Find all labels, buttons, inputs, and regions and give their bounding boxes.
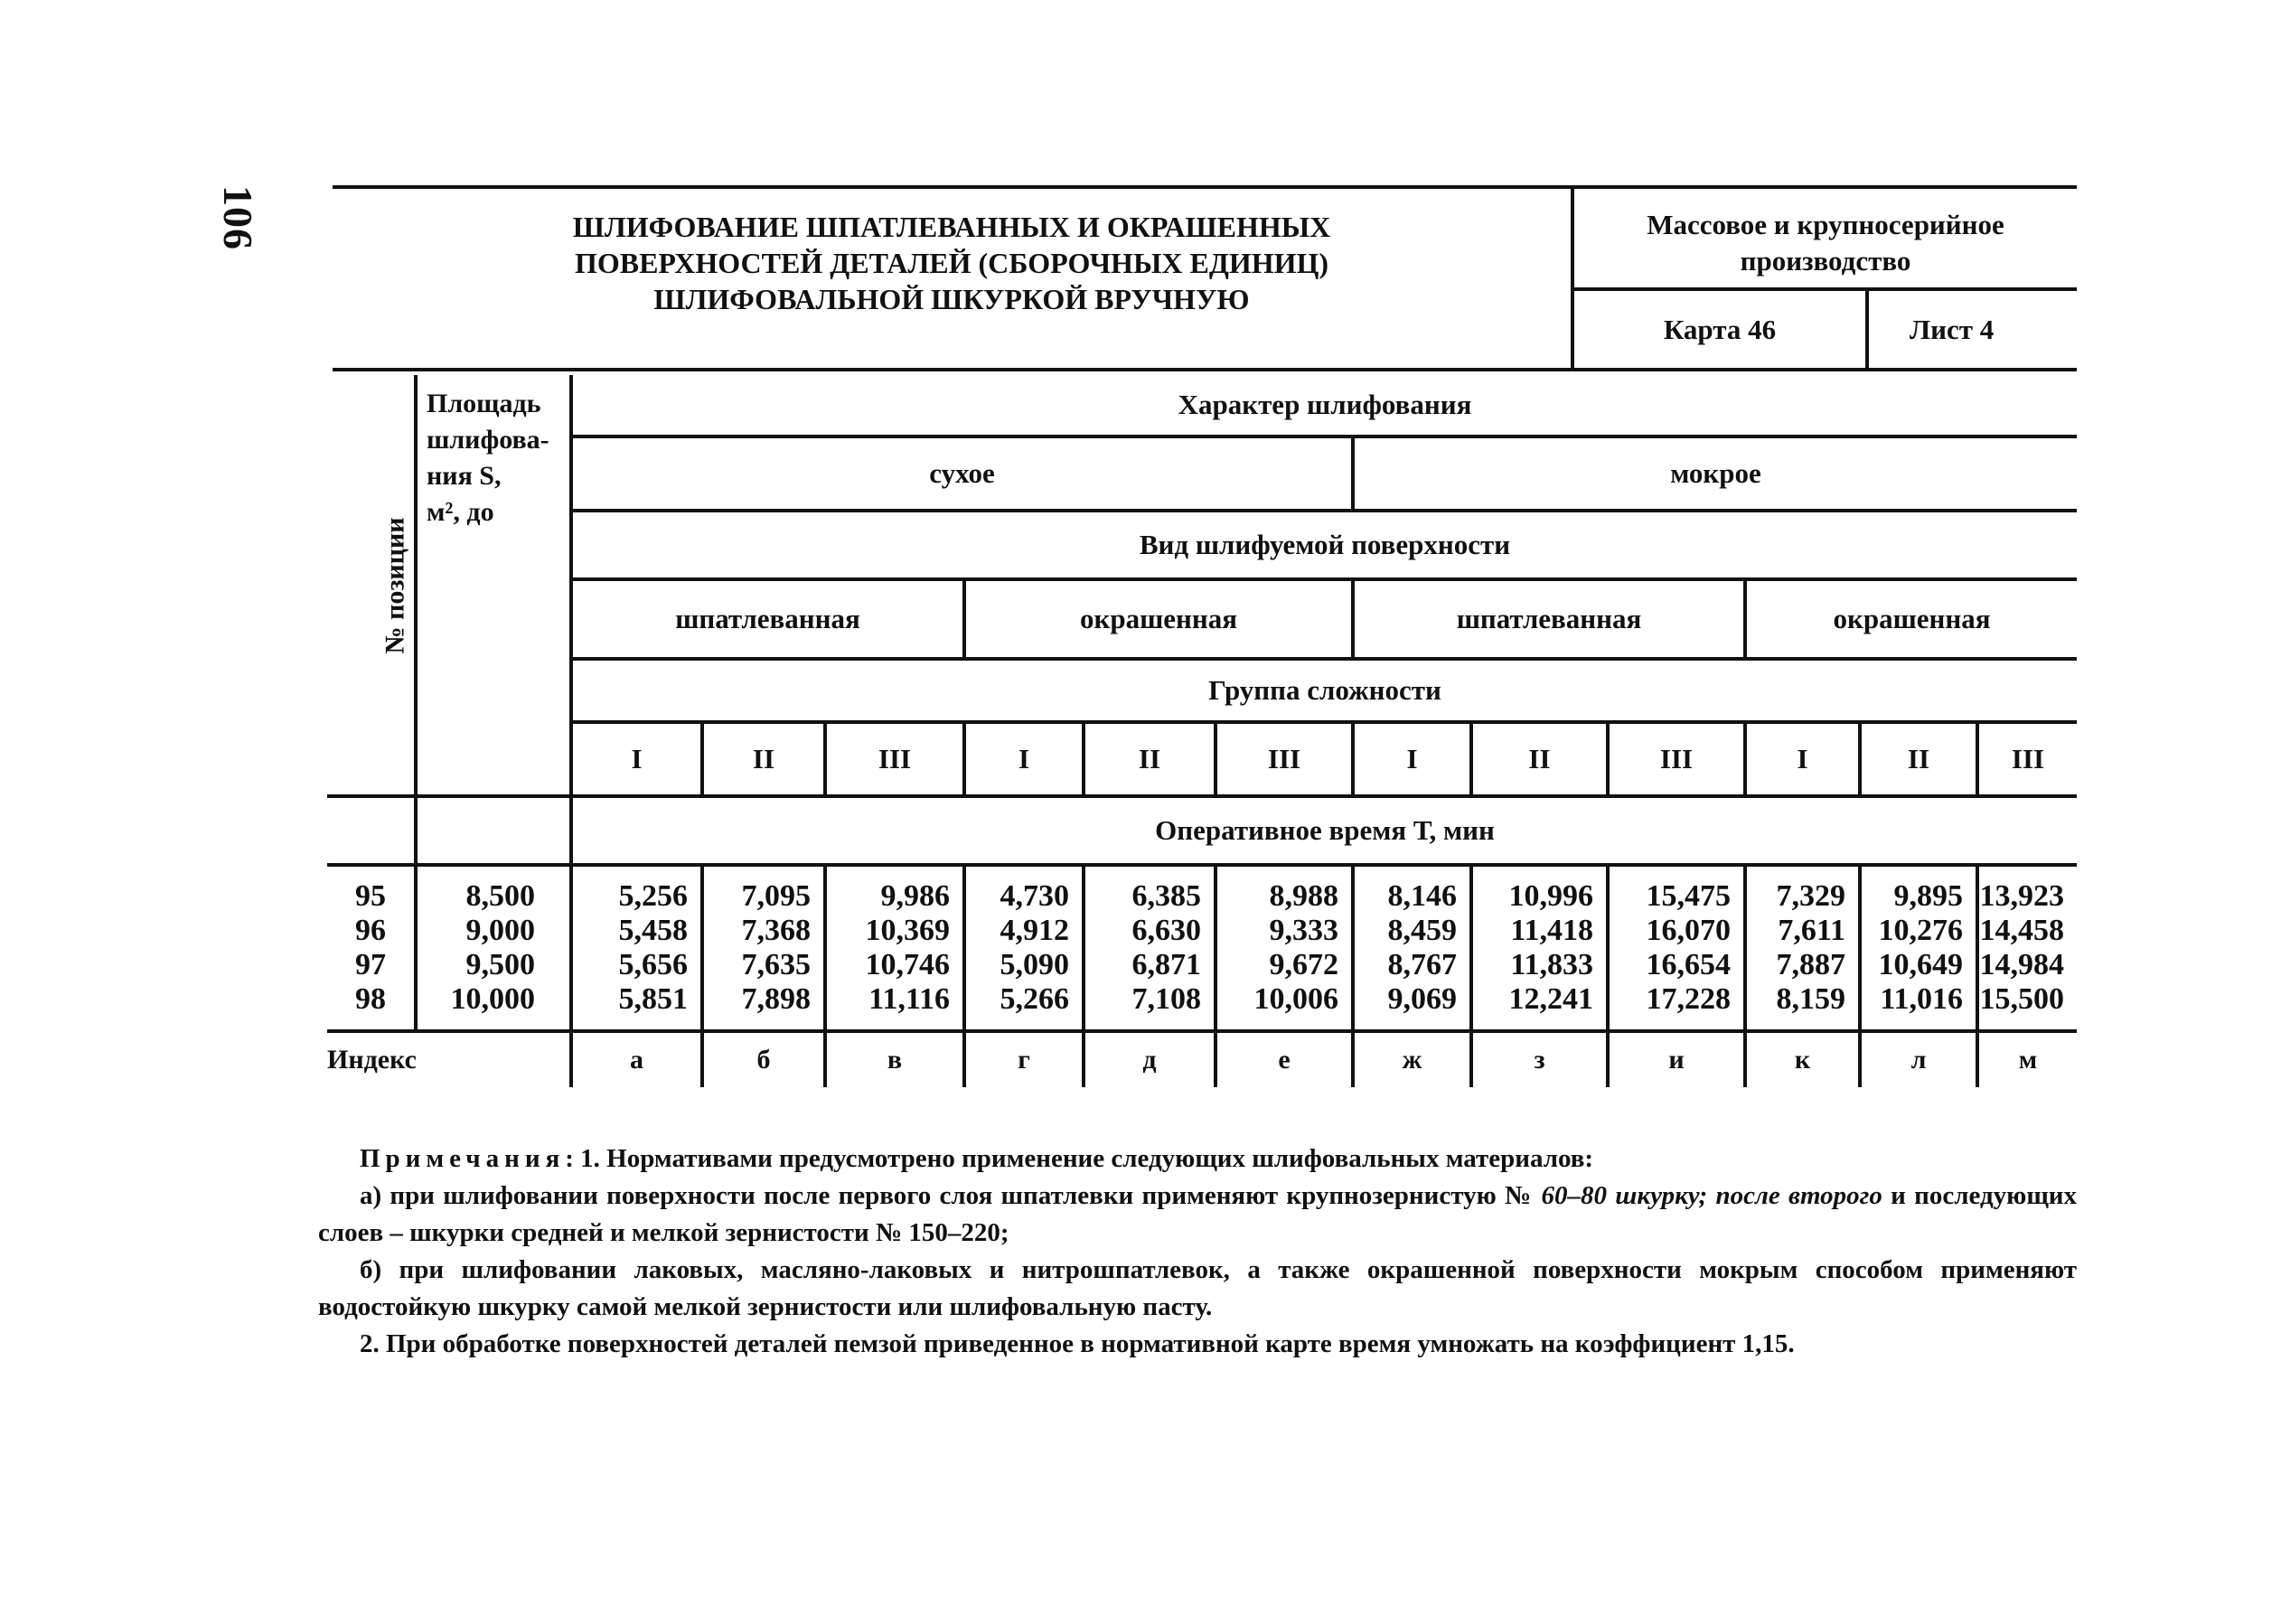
header-meta [1571,189,2077,368]
note-2: 2. При обработке поверхностей деталей пемзой приведенное в нормативной карте время умножать на коэффициент 1,15. [360,1329,1795,1358]
time-value-cell: 10,276 [1860,914,1977,948]
time-value-cell: 6,871 [1084,948,1216,982]
time-value-cell: 8,459 [1353,914,1471,948]
production-line: Массовое и крупносерийное [1647,209,2004,240]
production-line: производство [1740,245,1911,277]
note-text: а) при шлифовании поверхности после первого слоя шпатлевки применяют крупнозернистую № [360,1181,1542,1210]
area-cell: 9,000 [416,914,571,948]
title-line: ШЛИФОВАНИЕ ШПАТЛЕВАННЫХ И ОКРАШЕННЫХ [572,211,1331,243]
index-label: Индекс [327,1045,417,1075]
card-sheet-row [1574,291,2077,368]
mode-dry: сухое [571,437,1353,511]
time-value-cell: 16,654 [1608,948,1745,982]
area-header-line: м², до [427,497,494,527]
time-value-cell: 8,767 [1353,948,1471,982]
time-value-cell: 9,986 [825,865,964,914]
time-value-cell: 5,851 [571,982,702,1031]
production-type [1574,189,2077,291]
time-value-cell: 14,458 [1977,914,2077,948]
complexity-group: III [825,722,964,796]
time-value-cell: 7,887 [1745,948,1860,982]
time-value-cell: 5,458 [571,914,702,948]
time-value-cell: 14,984 [1977,948,2077,982]
table-row [327,948,2077,982]
time-value-cell: 10,369 [825,914,964,948]
position-column-header [327,375,416,796]
complexity-group: II [702,722,825,796]
time-value-cell: 7,095 [702,865,825,914]
document-title [333,189,1571,368]
time-value-cell: 6,385 [1084,865,1216,914]
notes-section [318,1141,2077,1363]
surface-type: окрашенная [964,579,1353,659]
index-row [327,1031,2077,1087]
card-number: Карта 46 [1574,291,1869,368]
surface-type: шпатлеванная [1353,579,1745,659]
time-value-cell: 10,006 [1216,982,1353,1031]
complexity-group: I [571,722,702,796]
time-value-cell: 7,108 [1084,982,1216,1031]
time-value-cell: 10,746 [825,948,964,982]
time-value-cell: 16,070 [1608,914,1745,948]
area-cell: 9,500 [416,948,571,982]
note-text: и последующих слоев – шкурки средней и мелкой зернистости № 150–220; [318,1181,2078,1247]
index-letter: г [964,1031,1084,1087]
index-letter: б [702,1031,825,1087]
position-header-label: № позиции [380,517,410,654]
index-letter: а [571,1031,702,1087]
area-cell: 10,000 [416,982,571,1031]
time-value-cell: 9,333 [1216,914,1353,948]
time-header-stub [416,796,571,865]
time-value-cell: 7,898 [702,982,825,1031]
area-cell: 8,500 [416,865,571,914]
complexity-header: Группа сложности [571,659,2077,722]
table-row [327,865,2077,914]
surface-type: шпатлеванная [571,579,964,659]
index-letter: в [825,1031,964,1087]
index-spacer [416,1031,571,1087]
complexity-group: II [1471,722,1608,796]
complexity-group: I [1353,722,1471,796]
mode-wet: мокрое [1353,437,2077,511]
time-value-cell: 4,730 [964,865,1084,914]
index-letter: м [1977,1031,2077,1087]
title-line: ШЛИФОВАЛЬНОЙ ШКУРКОЙ ВРУЧНУЮ [653,283,1250,315]
position-cell: 98 [327,982,416,1031]
time-value-cell: 5,656 [571,948,702,982]
time-value-cell: 10,649 [1860,948,1977,982]
data-rows [327,865,2077,1031]
time-value-cell: 10,996 [1471,865,1608,914]
time-value-cell: 9,069 [1353,982,1471,1031]
position-cell: 95 [355,879,386,913]
note-text-italic: 60–80 шкурку; после второго [1541,1181,1882,1210]
time-value-cell: 11,418 [1471,914,1608,948]
time-value-cell: 9,895 [1860,865,1977,914]
area-column-header [416,375,571,796]
area-header-line: Площадь [427,389,541,418]
area-header-line: шлифова- [427,425,549,455]
title-line: ПОВЕРХНОСТЕЙ ДЕТАЛЕЙ (СБОРОЧНЫХ ЕДИНИЦ) [574,247,1329,279]
page-number: 106 [215,185,261,250]
complexity-group: I [1745,722,1860,796]
complexity-group: III [1216,722,1353,796]
note-intro [318,1141,2077,1178]
area-header-line: ния S, [427,461,502,491]
surface-type-header: Вид шлифуемой поверхности [571,511,2077,579]
index-letter: ж [1353,1031,1471,1087]
complexity-group: III [1608,722,1745,796]
surface-type: окрашенная [1745,579,2077,659]
time-value-cell: 5,256 [571,865,702,914]
table-row [327,914,2077,948]
norms-table [327,375,2077,1087]
operating-time-header: Оперативное время Т, мин [571,796,2077,865]
time-value-cell: 8,159 [1745,982,1860,1031]
notes-heading: Примечания [360,1144,566,1173]
table-row [327,982,2077,1031]
complexity-group: III [1977,722,2077,796]
time-value-cell: 7,635 [702,948,825,982]
time-value-cell: 13,923 [1977,865,2077,914]
time-value-cell: 11,833 [1471,948,1608,982]
time-value-cell: 7,611 [1745,914,1860,948]
time-value-cell: 17,228 [1608,982,1745,1031]
time-value-cell: 9,672 [1216,948,1353,982]
index-letter: з [1471,1031,1608,1087]
time-value-cell: 6,630 [1084,914,1216,948]
complexity-group: II [1084,722,1216,796]
note-text: : 1. Нормативами предусмотрено применение следующих шлифовальных материалов: [565,1144,1594,1173]
index-letter: и [1608,1031,1745,1087]
time-value-cell: 11,116 [825,982,964,1031]
time-value-cell: 12,241 [1471,982,1608,1031]
grinding-character-header: Характер шлифования [571,375,2077,437]
position-cell: 96 [355,914,386,947]
index-letter: е [1216,1031,1353,1087]
time-value-cell: 8,988 [1216,865,1353,914]
note-b: б) при шлифовании лаковых, масляно-лаковых и нитрошпатлевок, а также окрашенной поверхности мокрым способом применяют водостойкую шкурку самой мелкой зернистости или шлифовальную пасту. [318,1255,2077,1321]
time-header-stub [327,796,416,865]
complexity-group: I [964,722,1084,796]
time-value-cell: 15,475 [1608,865,1745,914]
time-value-cell: 5,266 [964,982,1084,1031]
time-value-cell: 7,329 [1745,865,1860,914]
time-value-cell: 7,368 [702,914,825,948]
time-value-cell: 8,146 [1353,865,1471,914]
time-value-cell: 5,090 [964,948,1084,982]
index-letter: д [1084,1031,1216,1087]
index-letter: л [1860,1031,1977,1087]
complexity-group: II [1860,722,1977,796]
time-value-cell: 4,912 [964,914,1084,948]
card-header [333,185,2077,371]
sheet-number: Лист 4 [1910,313,1995,345]
note-a [318,1178,2077,1252]
time-value-cell: 15,500 [1977,982,2077,1031]
position-cell: 97 [355,948,386,981]
index-letter: к [1745,1031,1860,1087]
time-value-cell: 11,016 [1860,982,1977,1031]
